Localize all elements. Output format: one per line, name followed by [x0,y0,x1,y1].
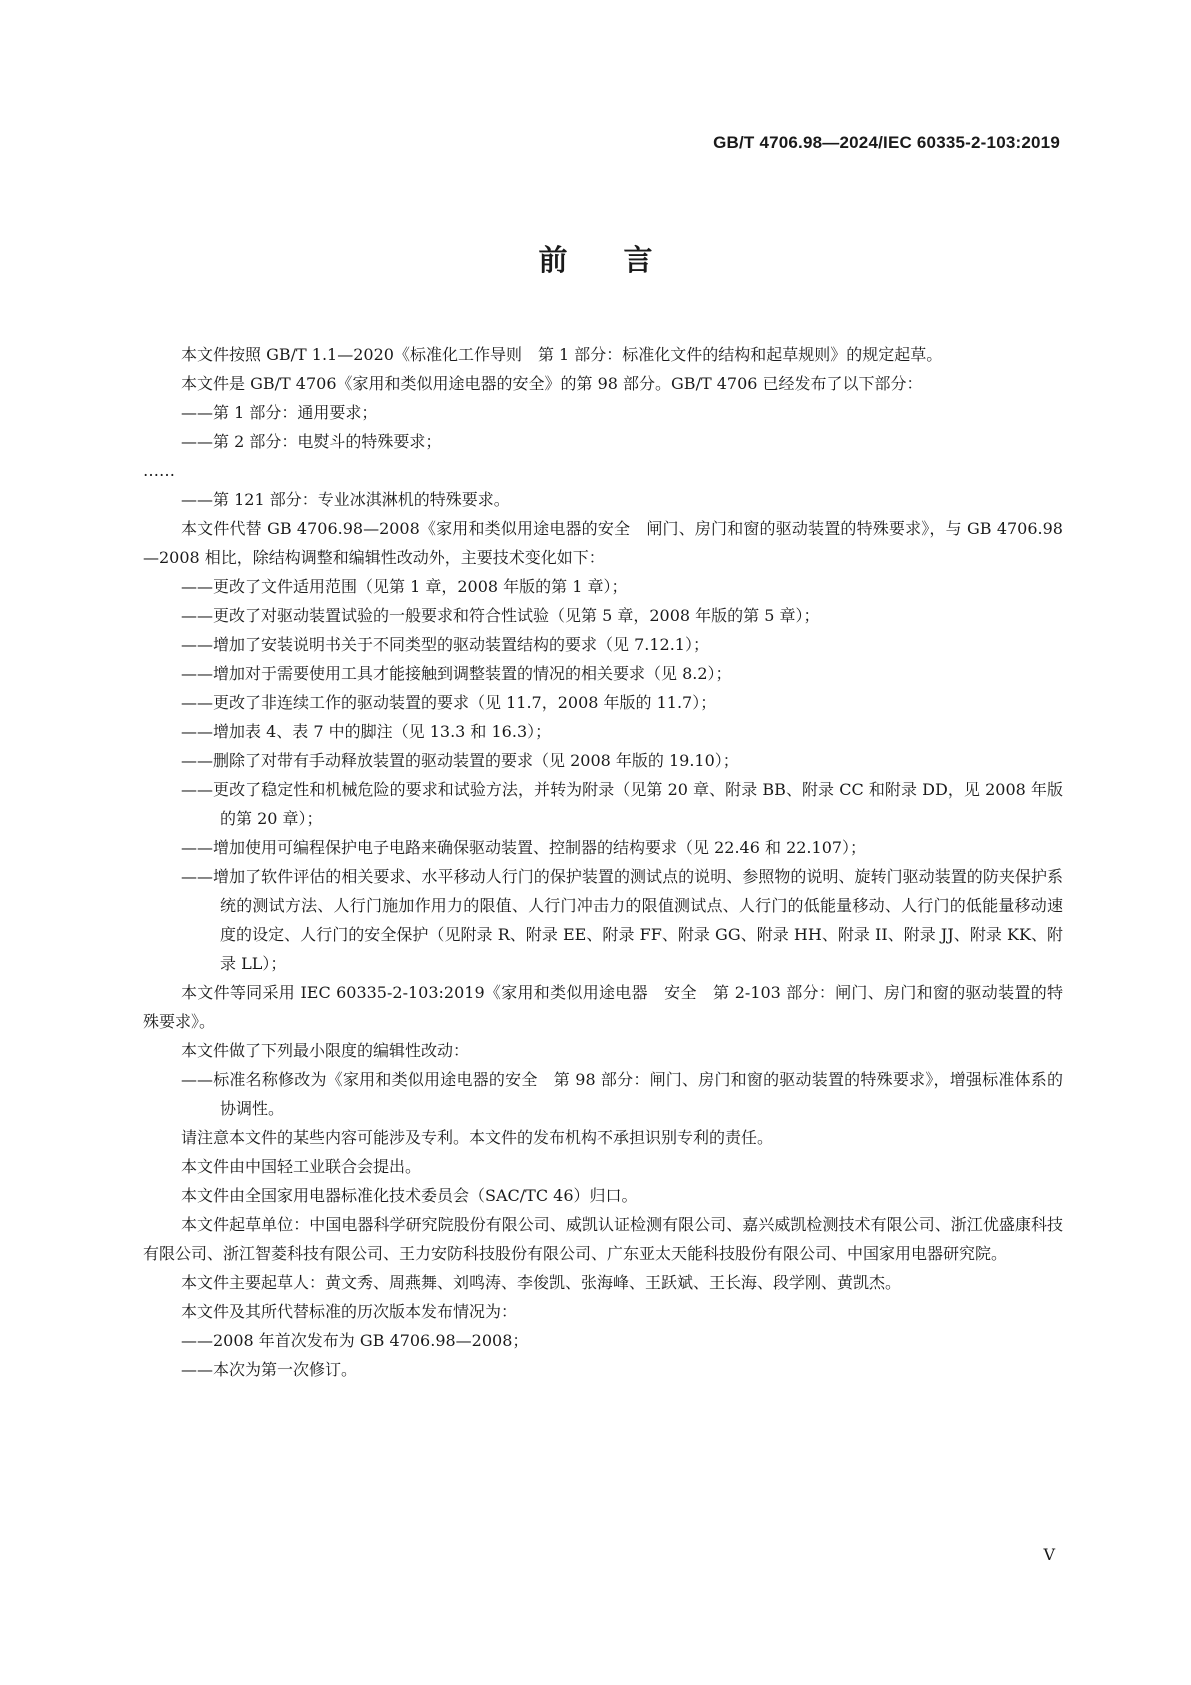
history-item: ——本次为第一次修订。 [181,1360,358,1379]
list-item-part-1: ——第 1 部分：通用要求； [181,403,378,422]
paragraph-patent-notice: 请注意本文件的某些内容可能涉及专利。本文件的发布机构不承担识别专利的责任。 [181,1128,774,1147]
page-number: V [1043,1545,1055,1564]
change-item: ——增加了安装说明书关于不同类型的驱动装置结构的要求（见 7.12.1）； [181,635,709,654]
paragraph-drafting-rules: 本文件按照 GB/T 1.1—2020《标准化工作导则 第 1 部分：标准化文件的结构和起草规则》的规定起草。 [181,345,943,364]
standard-code-header: GB/T 4706.98—2024/IEC 60335-2-103:2019 [713,133,1060,152]
change-item: ——更改了非连续工作的驱动装置的要求（见 11.7，2008 年版的 11.7）； [181,693,717,712]
change-item: ——增加了软件评估的相关要求、水平移动人行门的保护装置的测试点的说明、参照物的说明、旋转门驱动装置的防夹保护系统的测试方法、人行门施加作用力的限值、人行门冲击力的限值测试点、人行门的低能量移动、人行门的低能量移动速度的设定、人行门的安全保护（见附录 R、附录 EE、附录 FF、附录 GG、附录 HH、附录 II、附录 JJ、附录 KK、附录 LL）； [181,867,1063,973]
paragraph-history-intro: 本文件及其所代替标准的历次版本发布情况为： [181,1302,518,1321]
paragraph-technical-committee: 本文件由全国家用电器标准化技术委员会（SAC/TC 46）归口。 [181,1186,638,1205]
list-ellipsis: …… [143,461,175,480]
paragraph-editorial-changes: 本文件做了下列最小限度的编辑性改动： [181,1041,470,1060]
change-item: ——增加对于需要使用工具才能接触到调整装置的情况的相关要求（见 8.2）； [181,664,732,683]
paragraph-drafters: 本文件主要起草人：黄文秀、周燕舞、刘鸣涛、李俊凯、张海峰、王跃斌、王长海、段学刚、黄凯杰。 [181,1273,902,1292]
paragraph-drafting-units: 本文件起草单位：中国电器科学研究院股份有限公司、威凯认证检测有限公司、嘉兴威凯检测技术有限公司、浙江优盛康科技有限公司、浙江智菱科技有限公司、王力安防科技股份有限公司、广东亚太天能科技股份有限公司、中国家用电器研究院。 [143,1215,1063,1263]
change-item: ——增加表 4、表 7 中的脚注（见 13.3 和 16.3）； [181,722,552,741]
list-item-part-121: ——第 121 部分：专业冰淇淋机的特殊要求。 [181,490,510,509]
change-item: ——增加使用可编程保护电子电路来确保驱动装置、控制器的结构要求（见 22.46 和 22.107）； [181,838,867,857]
paragraph-proposer: 本文件由中国轻工业联合会提出。 [181,1157,422,1176]
paragraph-replacement: 本文件代替 GB 4706.98—2008《家用和类似用途电器的安全 闸门、房门和窗的驱动装置的特殊要求》，与 GB 4706.98—2008 相比，除结构调整和编辑性改动外，主要技术变化如下： [143,519,1063,567]
foreword-body [143,340,1063,1384]
history-item: ——2008 年首次发布为 GB 4706.98—2008； [181,1331,529,1350]
paragraph-series-intro: 本文件是 GB/T 4706《家用和类似用途电器的安全》的第 98 部分。GB/T 4706 已经发布了以下部分： [181,374,923,393]
paragraph-equivalence: 本文件等同采用 IEC 60335-2-103:2019《家用和类似用途电器 安全 第 2-103 部分：闸门、房门和窗的驱动装置的特殊要求》。 [143,983,1063,1031]
page-title: 前言 [538,243,709,277]
editorial-change-item: ——标准名称修改为《家用和类似用途电器的安全 第 98 部分：闸门、房门和窗的驱动装置的特殊要求》，增强标准体系的协调性。 [181,1070,1063,1118]
change-item: ——删除了对带有手动释放装置的驱动装置的要求（见 2008 年版的 19.10）； [181,751,739,770]
change-item: ——更改了文件适用范围（见第 1 章，2008 年版的第 1 章）； [181,577,628,596]
list-item-part-2: ——第 2 部分：电熨斗的特殊要求； [181,432,442,451]
change-item: ——更改了对驱动装置试验的一般要求和符合性试验（见第 5 章，2008 年版的第 5 章）； [181,606,820,625]
change-item: ——更改了稳定性和机械危险的要求和试验方法，并转为附录（见第 20 章、附录 BB、附录 CC 和附录 DD，见 2008 年版的第 20 章）； [181,780,1063,828]
